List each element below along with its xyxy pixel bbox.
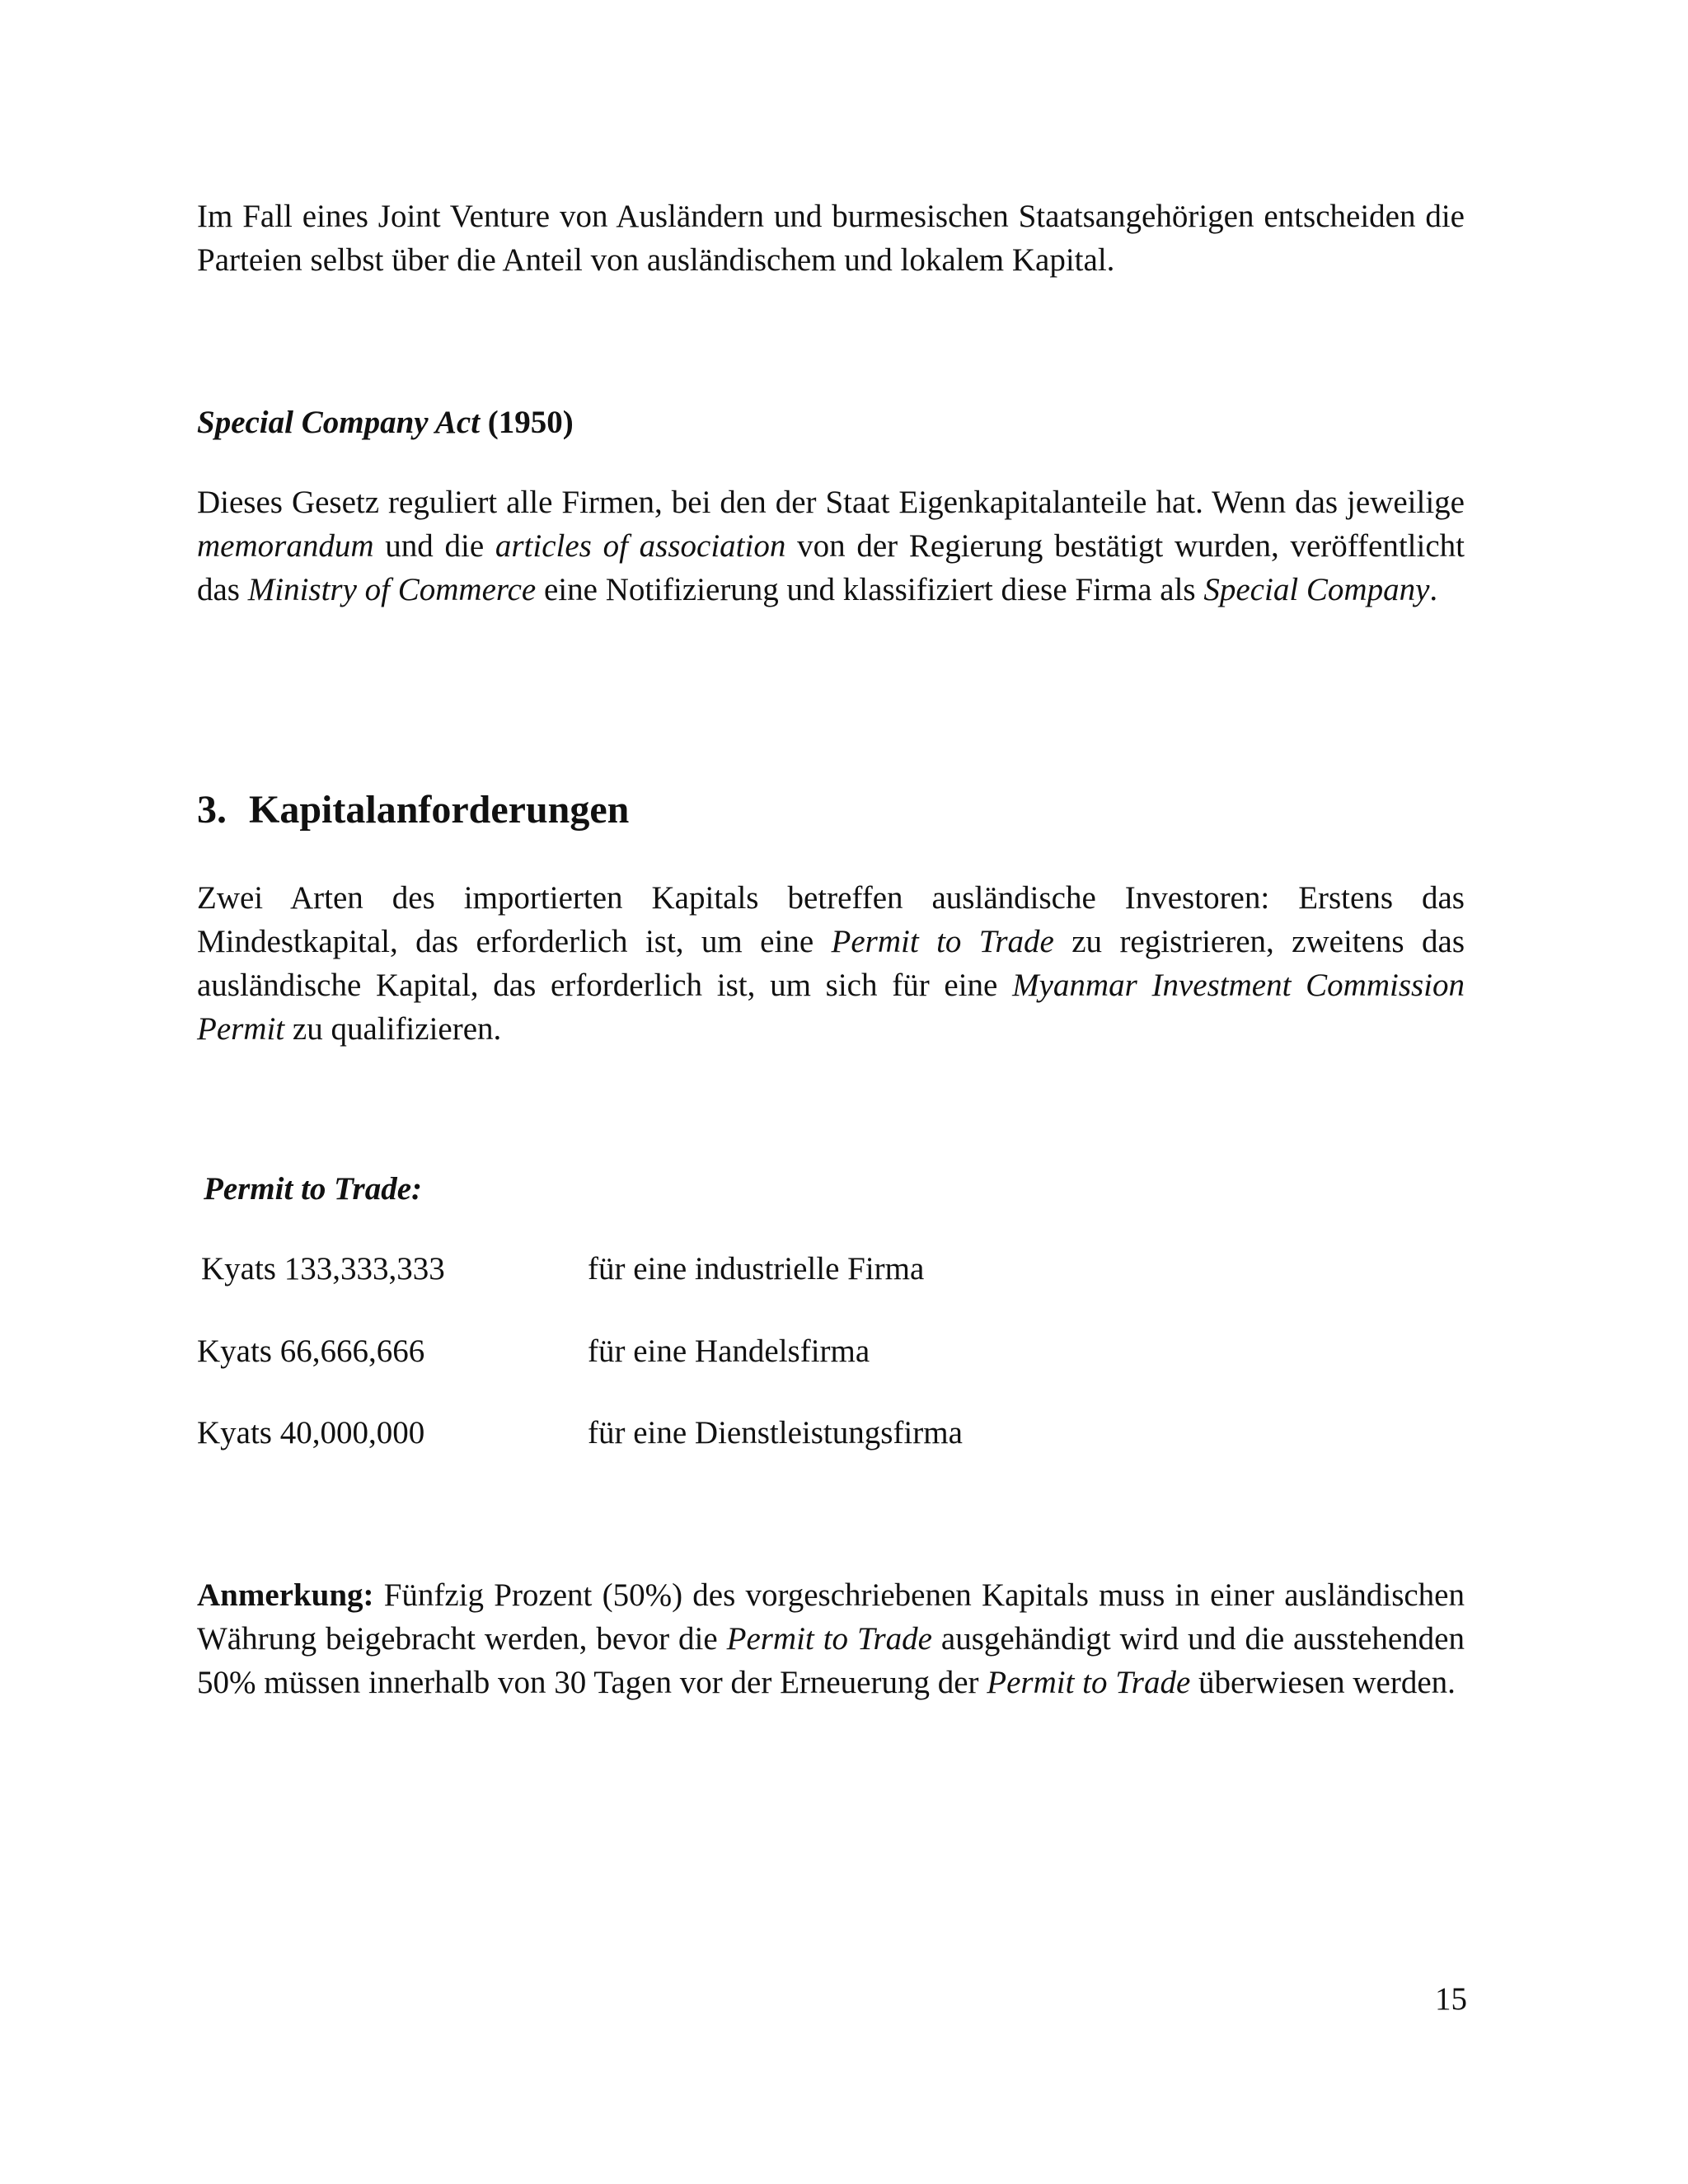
italic-ministry-of-commerce: Ministry of Commerce — [247, 572, 537, 607]
text-run: eine Notifizierung und klassifiziert diese Firma als — [536, 572, 1204, 607]
text-run: zu qualifizieren. — [284, 1011, 502, 1047]
capital-amount: Kyats 40,000,000 — [197, 1415, 425, 1451]
section-heading-kapitalanforderungen — [197, 785, 629, 836]
paragraph-text: Im Fall eines Joint Venture von Ausländern und burmesischen Staatsangehörigen entscheiden die Parteien selbst über die Anteil von ausländischem und lokalem Kapital. — [197, 199, 1465, 278]
text-run: Zwei Arten des importierten Kapitals betreffen ausländische Investoren: Erstens das Mindestkapital, das erforderlich ist, um eine — [197, 880, 1465, 959]
capital-amount: Kyats 66,666,666 — [197, 1333, 425, 1369]
paragraph-note — [197, 1573, 1465, 1704]
italic-permit-to-trade: Permit to Trade — [987, 1665, 1191, 1700]
heading-year: (1950) — [487, 405, 574, 440]
text-run: Dieses Gesetz reguliert alle Firmen, bei den der Staat Eigenkapitalanteile hat. Wenn das jeweilige — [197, 485, 1465, 520]
paragraph-special-company — [197, 480, 1465, 612]
permit-to-trade-heading: Permit to Trade: — [204, 1171, 423, 1207]
text-run: überwiesen werden. — [1190, 1665, 1456, 1700]
page-number: 15 — [1435, 1981, 1467, 2017]
paragraph-capital-types — [197, 876, 1465, 1051]
capital-description: für eine industrielle Firma — [588, 1251, 925, 1286]
italic-mic-permit: Myanmar Investment Commission Permit — [197, 968, 1465, 1047]
capital-description: für eine Handelsfirma — [588, 1333, 870, 1369]
note-label: Anmerkung: — [197, 1577, 374, 1613]
italic-memorandum: memorandum — [197, 528, 374, 564]
text-run: Fünfzig Prozent (50%) des vorgeschriebenen Kapitals muss in einer ausländischen Währung beigebracht werden, bevor die — [197, 1577, 1465, 1657]
italic-special-company: Special Company — [1203, 572, 1430, 607]
capital-description: für eine Dienstleistungsfirma — [588, 1415, 963, 1451]
italic-permit-to-trade: Permit to Trade — [726, 1621, 932, 1657]
text-run: und die — [373, 528, 495, 564]
capital-amount: Kyats 133,333,333 — [201, 1251, 445, 1286]
italic-articles-of-association: articles of association — [495, 528, 786, 564]
special-company-act-heading — [197, 401, 574, 444]
section-title: Kapitalanforderungen — [249, 788, 630, 832]
paragraph-joint-venture — [197, 194, 1465, 282]
heading-italic-part: Special Company Act — [197, 405, 481, 440]
italic-permit-to-trade: Permit to Trade — [831, 924, 1054, 959]
text-run: . — [1429, 572, 1438, 607]
section-number: 3. — [197, 788, 227, 832]
text-run: ausgehändigt wird und die ausstehenden 50% müssen innerhalb von 30 Tagen vor der Erneuerung der — [197, 1621, 1465, 1700]
text-run: von der Regierung bestätigt wurden, veröffentlicht das — [197, 528, 1465, 607]
text-run: zu registrieren, zweitens das ausländische Kapital, das erforderlich ist, um sich für eine — [197, 924, 1465, 1003]
